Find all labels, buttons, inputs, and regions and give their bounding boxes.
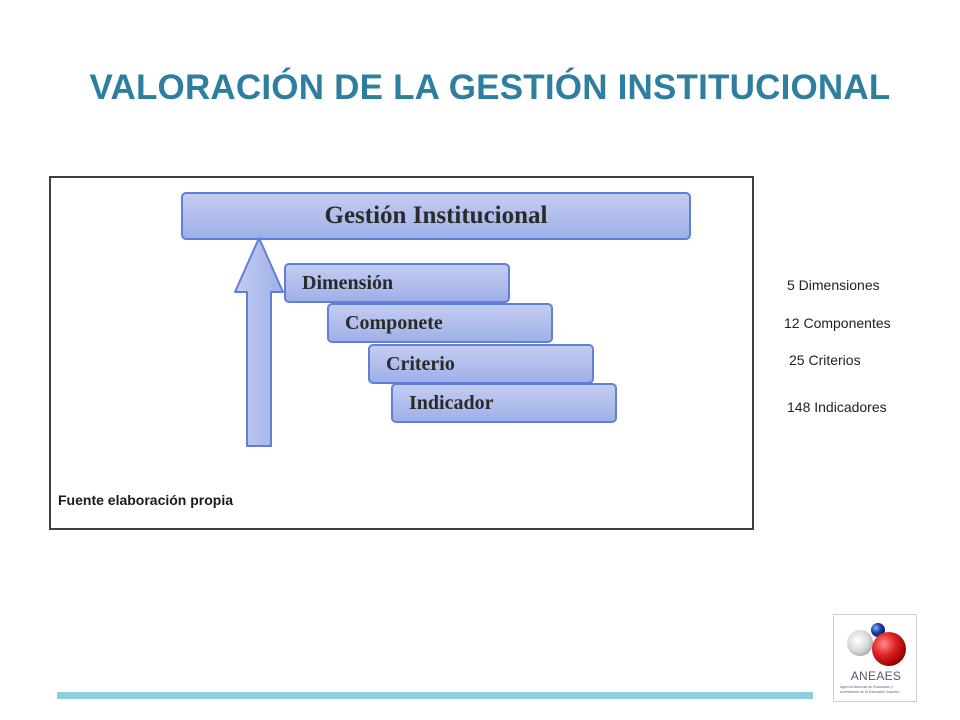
slide-title: VALORACIÓN DE LA GESTIÓN INSTITUCIONAL: [89, 68, 891, 107]
dimension-box: [284, 263, 510, 303]
componente-box: [327, 303, 553, 343]
dimension-label: Dimensión: [302, 271, 394, 294]
count-componentes: 12 Componentes: [784, 315, 891, 331]
bottom-accent-bar: [57, 692, 813, 699]
criterio-box: [368, 344, 594, 384]
indicador-box: [391, 383, 617, 423]
count-indicadores: 148 Indicadores: [787, 399, 887, 415]
aneaes-logo: [833, 614, 917, 702]
source-note: Fuente elaboración propia: [58, 492, 234, 508]
count-criterios: 25 Criterios: [789, 352, 861, 368]
up-arrow-icon: [233, 236, 285, 448]
gestion-institucional-label: Gestión Institucional: [324, 202, 548, 229]
count-dimensiones: 5 Dimensiones: [787, 277, 880, 293]
gestion-institucional-box: [181, 192, 691, 240]
diagram-frame: [49, 176, 754, 530]
componente-label: Componete: [345, 311, 443, 334]
logo-name: ANEAES: [850, 669, 902, 683]
indicador-label: Indicador: [409, 391, 494, 414]
logo-subtitle: Agencia Nacional de Evaluación y Acreditación de la Educación Superior: [840, 685, 900, 694]
criterio-label: Criterio: [386, 352, 455, 375]
